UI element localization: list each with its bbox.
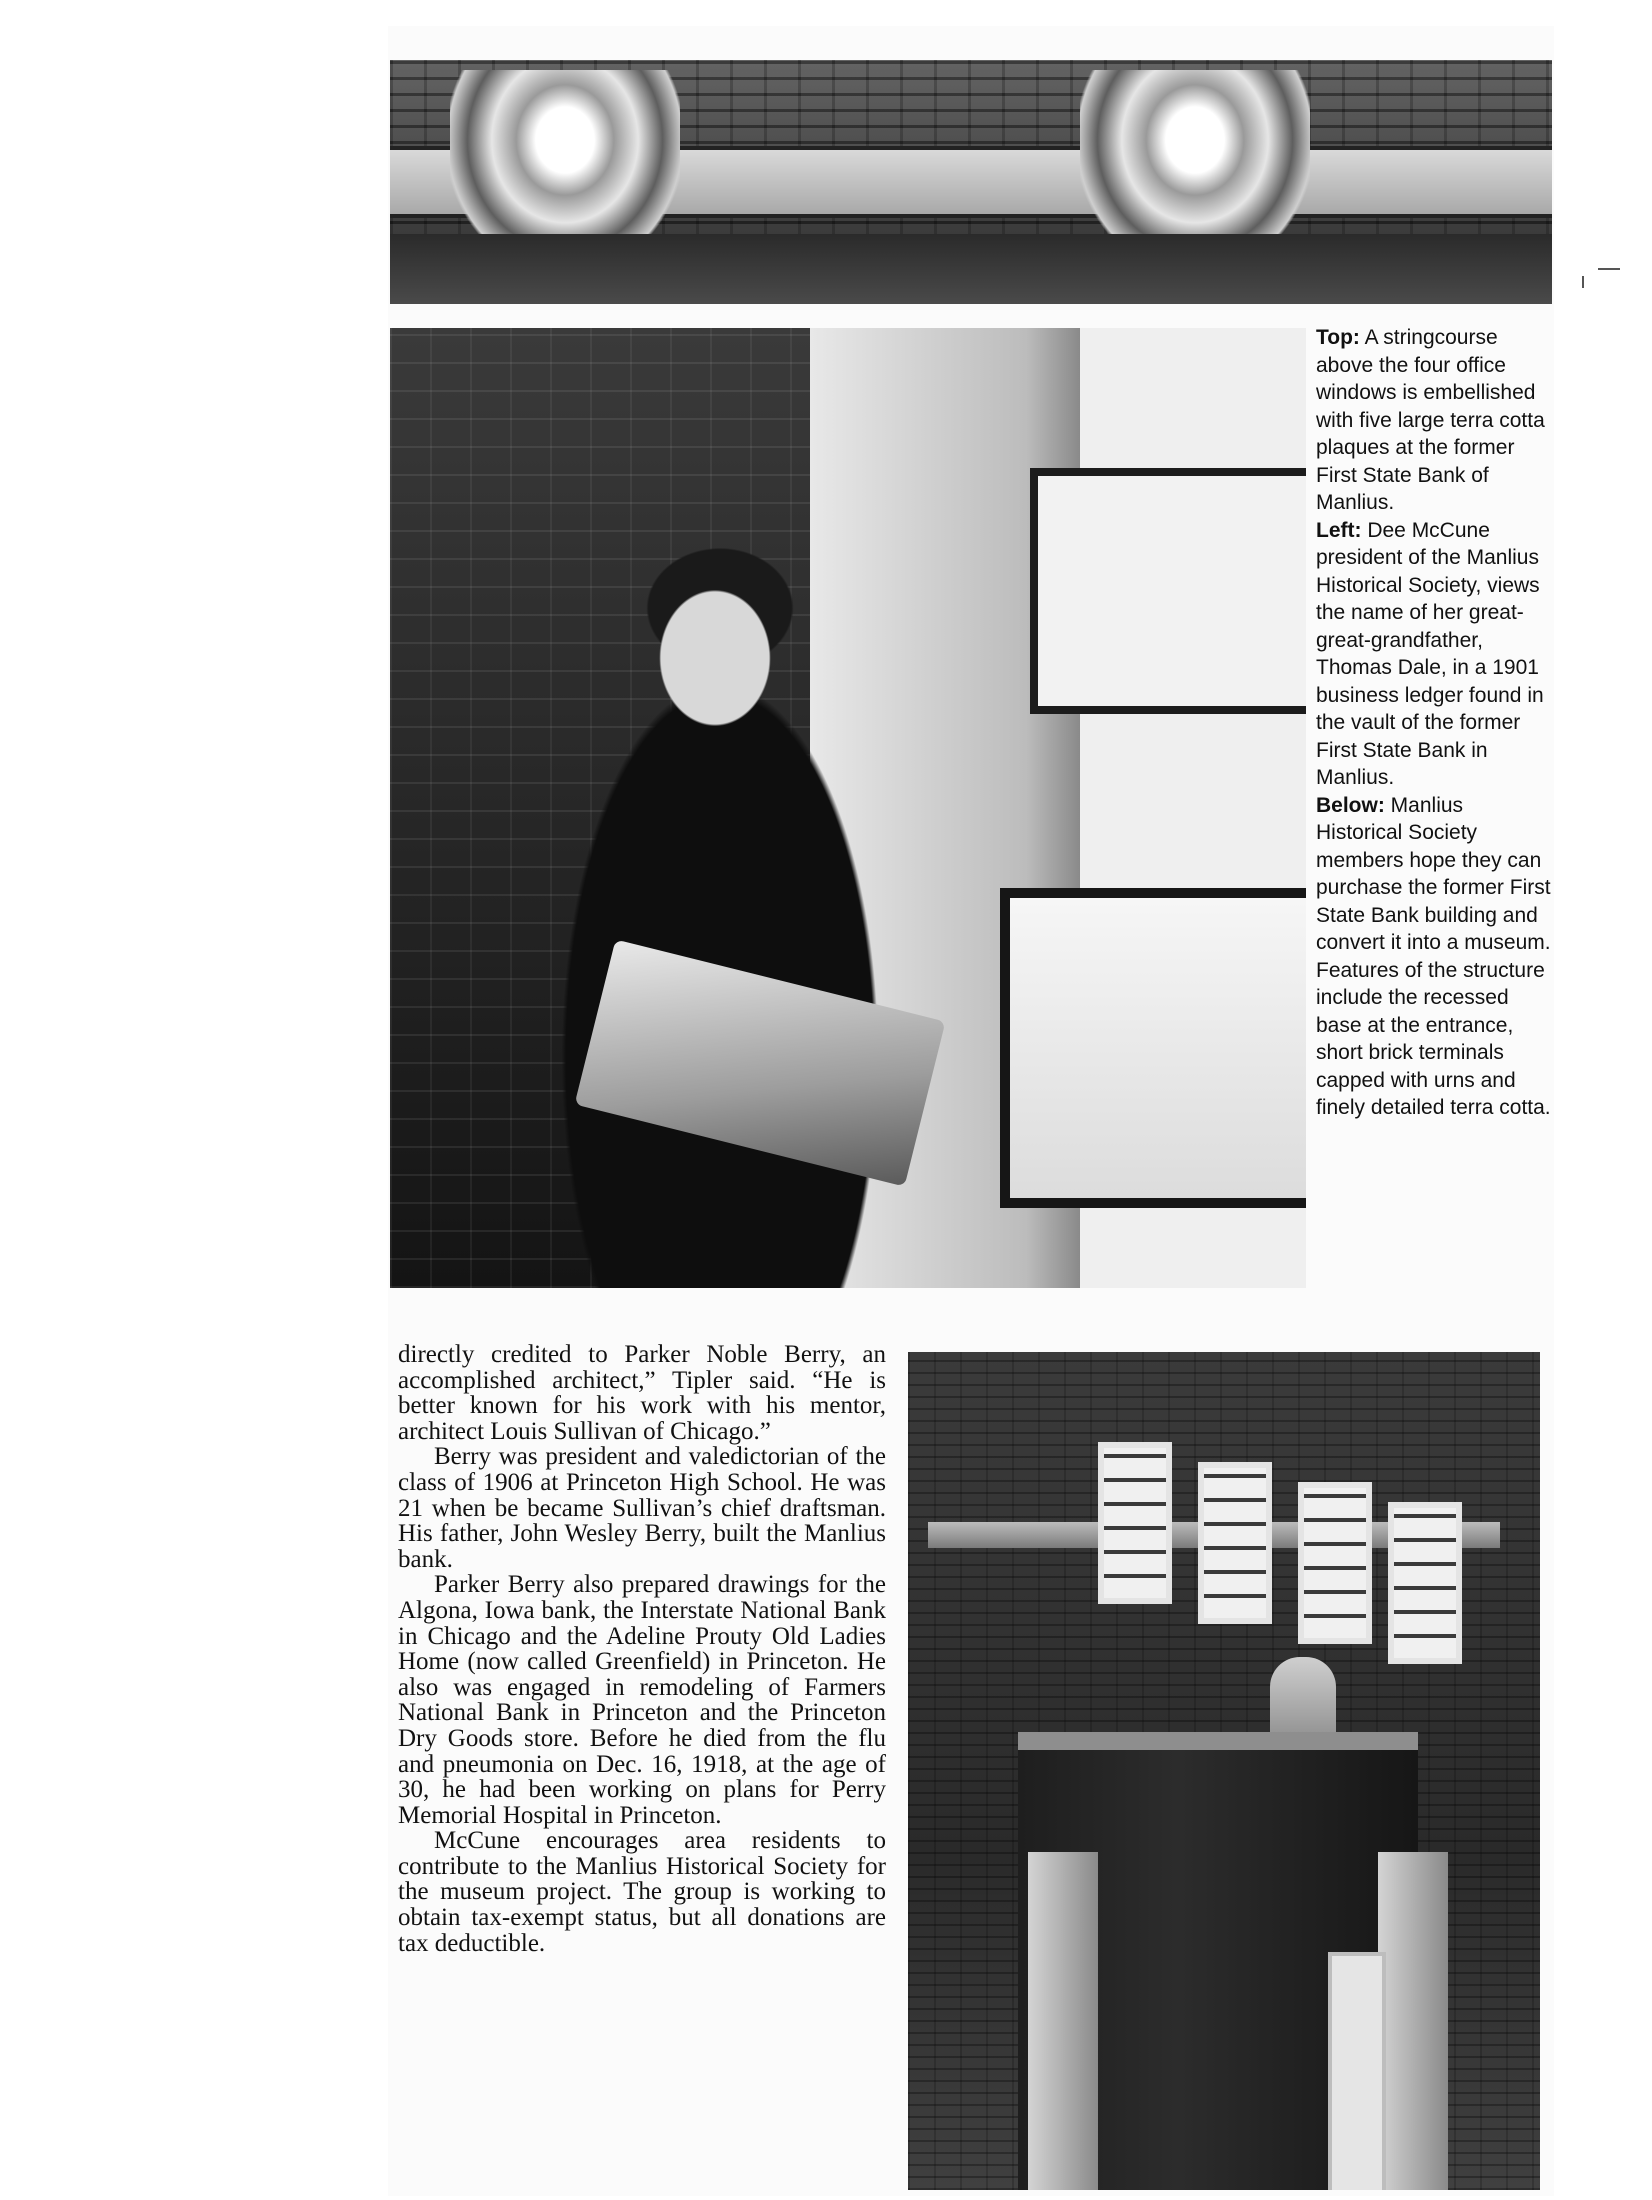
entrance-door: [1328, 1952, 1386, 2190]
photo-captions: [1316, 324, 1552, 1122]
caption-text: Dee McCune president of the Manlius Historical Society, views the name of her great-great-grandfather, Thomas Dale, in a 1901 business ledger found in the vault of the former First State Bank in Manlius.: [1316, 518, 1544, 789]
photo-bank-building: [908, 1352, 1540, 2190]
photo-terra-cotta-plaques: [390, 60, 1552, 304]
building-window: [1388, 1502, 1462, 1664]
photo-dee-mccune-ledger: [390, 328, 1306, 1288]
article-paragraph: Berry was president and valedictorian of the class of 1906 at Princeton High School. He was 21 when be became Sullivan’s chief draftsman. His father, John Wesley Berry, built the Manlius bank.: [398, 1443, 886, 1573]
building-window: [1198, 1462, 1272, 1624]
article-paragraph: McCune encourages area residents to contribute to the Manlius Historical Society for the museum project. The group is working to obtain tax-exempt status, but all donations are tax deductible.: [398, 1827, 886, 1957]
framed-picture: [1030, 468, 1306, 714]
caption-label: Below:: [1316, 793, 1385, 817]
caption-below: [1316, 792, 1552, 1122]
caption-top: [1316, 324, 1552, 517]
brick-terminal: [1028, 1852, 1098, 2190]
brick-terminal: [1378, 1852, 1448, 2190]
scan-mark: [1598, 268, 1620, 270]
article-paragraph: Parker Berry also prepared drawings for the Algona, Iowa bank, the Interstate National Bank in Chicago and the Adeline Prouty Old Ladies Home (now called Greenfield) in Princeton. He also was engaged in remodeling of Farmers National Bank in Princeton and the Princeton Dry Goods store. Before he died from the flu and pneumonia on Dec. 16, 1918, at the age of 30, he had been working on plans for Perry Memorial Hospital in Princeton.: [398, 1571, 886, 1829]
caption-label: Left:: [1316, 518, 1362, 542]
caption-left: [1316, 517, 1552, 792]
scan-mark: [1582, 276, 1584, 288]
building-window: [1098, 1442, 1172, 1604]
framed-diploma: [1000, 888, 1306, 1208]
caption-text: A stringcourse above the four office windows is embellished with five large terra cotta plaques at the former First State Bank of Manlius.: [1316, 326, 1545, 514]
building-window: [1298, 1482, 1372, 1644]
article-paragraph: directly credited to Parker Noble Berry, an accomplished architect,” Tipler said. “He is better known for his work with his mentor, architect Louis Sullivan of Chicago.”: [398, 1341, 886, 1445]
caption-label: Top:: [1316, 326, 1360, 349]
window-tops: [390, 234, 1552, 304]
caption-text: Manlius Historical Society members hope they can purchase the former First State Bank building and convert it into a museum. Features of the structure include the recessed base at the entrance, short brick terminals capped with urns and finely detailed terra cotta.: [1316, 793, 1551, 1119]
article-body: [398, 1342, 886, 1956]
